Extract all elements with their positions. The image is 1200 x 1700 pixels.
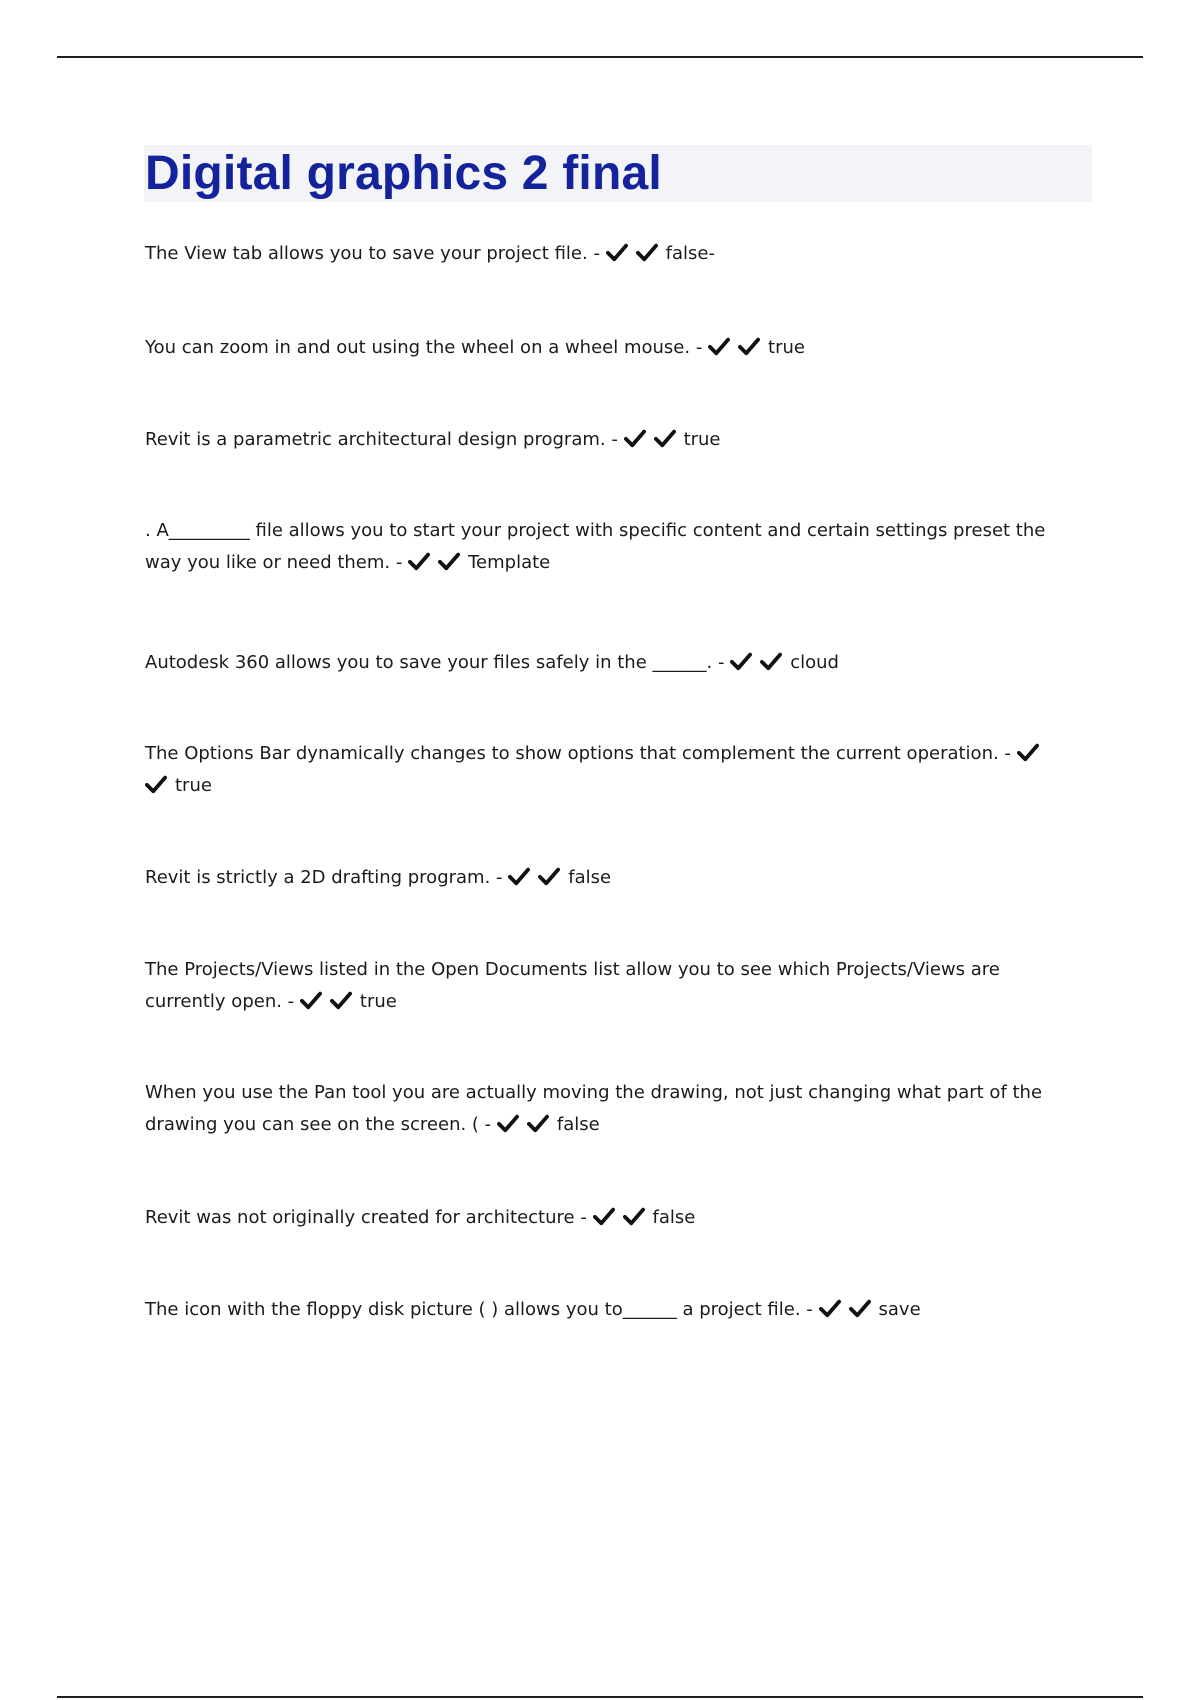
top-rule <box>57 56 1143 58</box>
answer-text: true <box>683 429 721 450</box>
check-icon <box>330 990 352 1010</box>
answer-text: save <box>878 1299 921 1320</box>
bottom-rule <box>57 1696 1143 1698</box>
qa-item <box>145 954 1075 1018</box>
separator: - <box>478 1114 497 1135</box>
check-icon <box>654 428 676 448</box>
answer-text: true <box>175 775 212 796</box>
document-title: Digital graphics 2 final <box>145 147 662 200</box>
question-text: The Options Bar dynamically changes to show options that complement the current operation. <box>145 743 999 764</box>
question-text: Revit is a parametric architectural design program. <box>145 429 606 450</box>
qa-item <box>145 515 1075 579</box>
qa-item <box>145 647 1075 679</box>
answer-text: true <box>768 337 805 358</box>
question-text: . A_________ file allows you to start your project with specific content and certain settings preset the way you like or need them. <box>145 520 1046 573</box>
qa-item <box>145 238 1075 270</box>
question-text: The Projects/Views listed in the Open Documents list allow you to see which Projects/Views are currently open. <box>145 959 1000 1012</box>
check-icon <box>300 990 322 1010</box>
answer-text: false <box>652 1207 696 1228</box>
check-icon <box>624 428 646 448</box>
check-icon <box>145 774 167 794</box>
check-icon <box>760 651 782 671</box>
answer-text: true <box>359 991 397 1012</box>
answer-text: cloud <box>790 652 839 673</box>
separator: - <box>800 1299 819 1320</box>
qa-item <box>145 738 1075 802</box>
check-icon <box>606 242 628 262</box>
question-text: When you use the Pan tool you are actually moving the drawing, not just changing what part of the drawing you can see on the screen. ( <box>145 1082 1043 1135</box>
answer-text: false <box>568 867 612 888</box>
check-icon <box>438 551 460 571</box>
separator: - <box>605 429 624 450</box>
answer-text: false- <box>665 243 715 264</box>
qa-item <box>145 1077 1075 1141</box>
check-icon <box>819 1298 841 1318</box>
check-icon <box>738 336 760 356</box>
separator: - <box>690 337 709 358</box>
check-icon <box>497 1113 519 1133</box>
separator: - <box>574 1207 593 1228</box>
answer-text: false <box>556 1114 600 1135</box>
check-icon <box>849 1298 871 1318</box>
check-icon <box>708 336 730 356</box>
check-icon <box>730 651 752 671</box>
separator: - <box>998 743 1017 764</box>
question-text: The icon with the floppy disk picture ( ) allows you to______ a project file. <box>145 1299 801 1320</box>
check-icon <box>408 551 430 571</box>
qa-item <box>145 424 1075 456</box>
question-text: Revit was not originally created for architecture <box>145 1207 575 1228</box>
check-icon <box>538 866 560 886</box>
separator: - <box>490 867 509 888</box>
qa-item <box>145 1202 1075 1234</box>
check-icon <box>636 242 658 262</box>
answer-text: Template <box>468 552 551 573</box>
separator: - <box>390 552 409 573</box>
separator: - <box>587 243 606 264</box>
check-icon <box>1017 742 1039 762</box>
question-text: You can zoom in and out using the wheel on a wheel mouse. <box>145 337 691 358</box>
check-icon <box>623 1206 645 1226</box>
check-icon <box>527 1113 549 1133</box>
qa-item <box>145 1294 1075 1326</box>
check-icon <box>508 866 530 886</box>
qa-item <box>145 332 1075 364</box>
separator: - <box>712 652 731 673</box>
check-icon <box>593 1206 615 1226</box>
question-text: Autodesk 360 allows you to save your files safely in the ______. <box>145 652 713 673</box>
separator: - <box>281 991 300 1012</box>
question-text: Revit is strictly a 2D drafting program. <box>145 867 491 888</box>
question-text: The View tab allows you to save your project file. <box>145 243 588 264</box>
qa-item <box>145 862 1075 894</box>
